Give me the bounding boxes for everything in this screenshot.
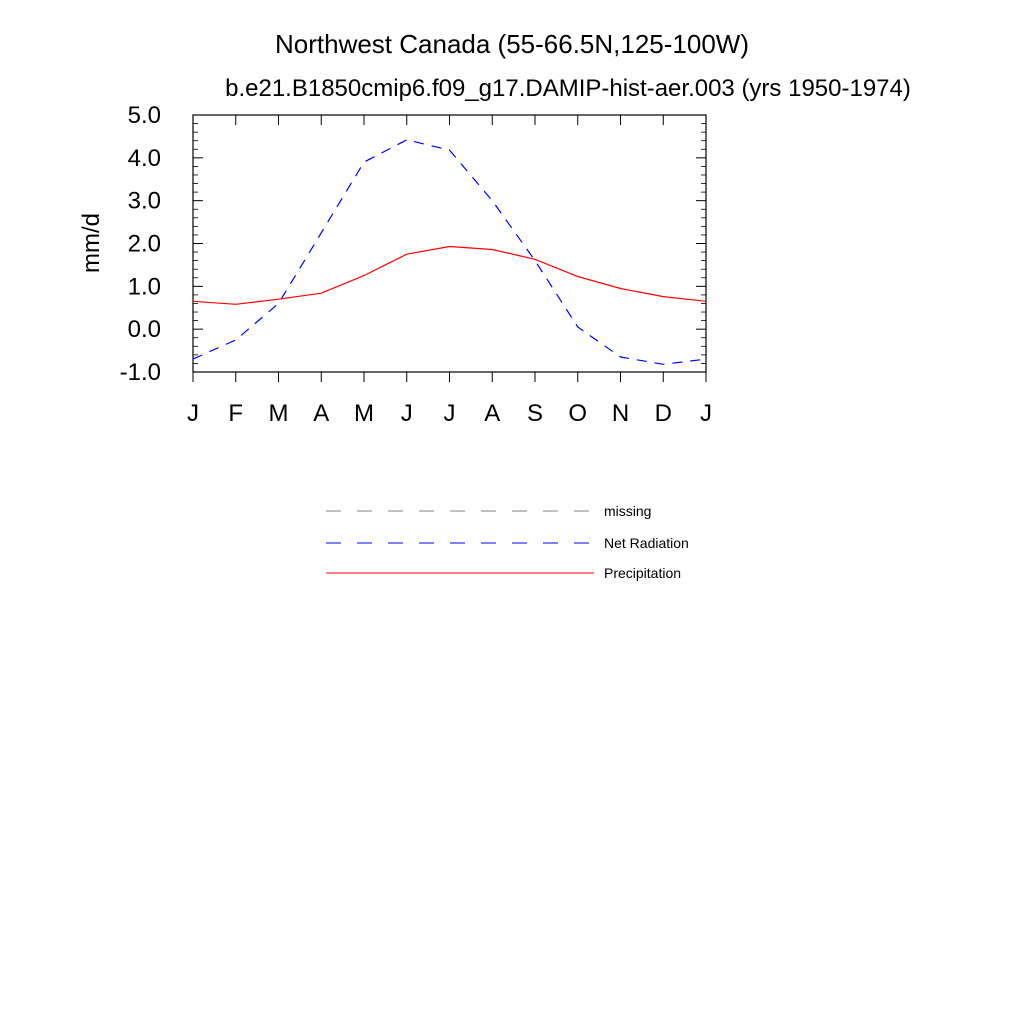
x-tick-label: O: [568, 400, 588, 427]
y-tick-labels: [120, 102, 161, 386]
legend-label: missing: [604, 503, 652, 519]
x-tick-label: N: [611, 400, 630, 427]
x-tick-label: M: [354, 400, 374, 427]
series-line-net-radiation: [193, 140, 706, 364]
x-tick-label: A: [484, 400, 501, 427]
y-tick-label: 3.0: [127, 187, 161, 215]
y-tick-label: 2.0: [127, 230, 161, 258]
x-tick-labels: [187, 400, 712, 427]
y-tick-label: 1.0: [127, 273, 161, 301]
y-tick-label: 4.0: [127, 144, 161, 172]
x-tick-label: A: [313, 400, 330, 427]
y-axis-label: mm/d: [78, 213, 105, 273]
y-tick-label: -1.0: [119, 359, 161, 386]
series-line-precipitation: [193, 247, 706, 305]
chart-title: Northwest Canada (55-66.5N,125-100W): [274, 29, 750, 59]
axis-ticks: [193, 115, 706, 382]
x-tick-label: S: [526, 400, 544, 427]
x-tick-label: J: [700, 400, 712, 427]
x-tick-label: J: [443, 400, 456, 427]
x-tick-label: J: [187, 400, 199, 427]
x-tick-label: D: [654, 400, 672, 427]
chart-subtitle: b.e21.B1850cmip6.f09_g17.DAMIP-hist-aer.003 (yrs 1950-1974): [225, 75, 911, 102]
y-tick-label: 5.0: [127, 102, 161, 129]
x-tick-label: F: [228, 400, 244, 427]
legend: [326, 503, 689, 581]
x-tick-label: M: [268, 400, 289, 427]
x-tick-label: J: [400, 400, 413, 427]
legend-label: Precipitation: [604, 565, 682, 581]
plot-frame: [193, 115, 706, 372]
legend-label: Net Radiation: [604, 535, 689, 551]
series-lines: [193, 140, 706, 364]
y-tick-label: 0.0: [127, 316, 161, 344]
